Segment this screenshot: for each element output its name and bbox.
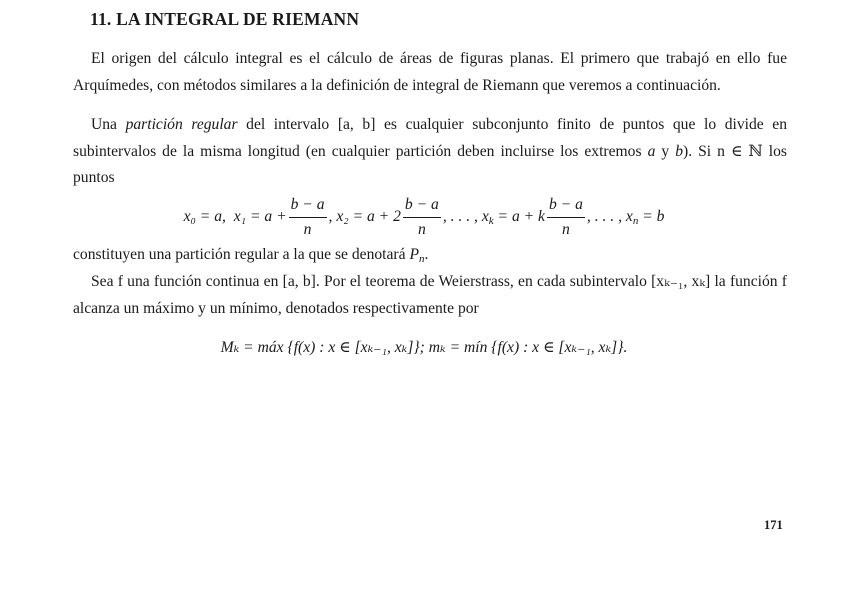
- regular-partition-paragraph: [73, 242, 787, 273]
- defined-term: partición regular: [125, 116, 238, 133]
- paragraph-text-y: y: [655, 142, 676, 160]
- partition-symbol-sub: n: [418, 253, 425, 265]
- formula-tail: , . . . , x: [586, 208, 633, 226]
- paragraph-text-b: ). Si n ∈ ℕ los puntos: [73, 142, 787, 186]
- fraction-1: [289, 195, 327, 240]
- var-b: b: [675, 142, 683, 160]
- paragraph-text-a: del intervalo [a, b] es cualquier subconjunto finito de puntos que lo divide en subintervalos de la misma longitud (en cualquier partición deben incluirse los extremos: [73, 116, 788, 160]
- partition-points-formula: [0, 195, 848, 240]
- formula-xk-mid: = a + k: [493, 208, 545, 226]
- partition-definition-paragraph: [73, 112, 787, 192]
- formula-xn-sub: n: [632, 215, 639, 228]
- partition-text: constituyen una partición regular a la que se denotará: [73, 246, 410, 263]
- intro-paragraph: El origen del cálculo integral es el cálculo de áreas de figuras planas. El primero que trabajó en ello fue Arquímedes, con métodos similares a la definición de integral de Riemann que veremos a continuación.: [73, 50, 787, 94]
- fraction-1-numerator: b − a: [289, 195, 327, 218]
- weierstrass-paragraph: Sea f una función continua en [a, b]. Por el teorema de Weierstrass, en cada subintervalo [xₖ₋₁, xₖ] la función f alcanza un máximo y un mínimo, denotados respectivamente por: [73, 273, 787, 317]
- formula-xk-sub: k: [488, 215, 494, 228]
- fraction-2-denominator: n: [417, 221, 426, 238]
- formula-xk: , . . . , x: [442, 208, 489, 226]
- max-min-formula: Mₖ = máx {f(x) : x ∈ [xₖ₋₁, xₖ]}; mₖ = mín {f(x) : x ∈ [xₖ₋₁, xₖ]}.: [220, 339, 628, 356]
- partition-end: .: [424, 246, 429, 263]
- paragraph-lead: Una: [91, 116, 126, 133]
- formula-x2: , x₂ = a + 2: [328, 208, 401, 226]
- formula-xn-end: = b: [638, 208, 665, 226]
- fraction-2: [403, 195, 441, 240]
- section-title: 11. LA INTEGRAL DE RIEMANN: [90, 9, 360, 29]
- fraction-2-numerator: b − a: [403, 195, 441, 218]
- fraction-1-denominator: n: [303, 221, 312, 238]
- formula-x1: x₁ = a +: [233, 208, 287, 226]
- fraction-3-denominator: n: [562, 221, 570, 238]
- formula-x0: x₀ = a,: [183, 208, 226, 226]
- fraction-3: [547, 195, 585, 240]
- partition-symbol: P: [409, 246, 419, 263]
- var-a: a: [647, 142, 656, 160]
- fraction-3-numerator: b − a: [547, 195, 585, 218]
- page-number: 171: [764, 518, 783, 532]
